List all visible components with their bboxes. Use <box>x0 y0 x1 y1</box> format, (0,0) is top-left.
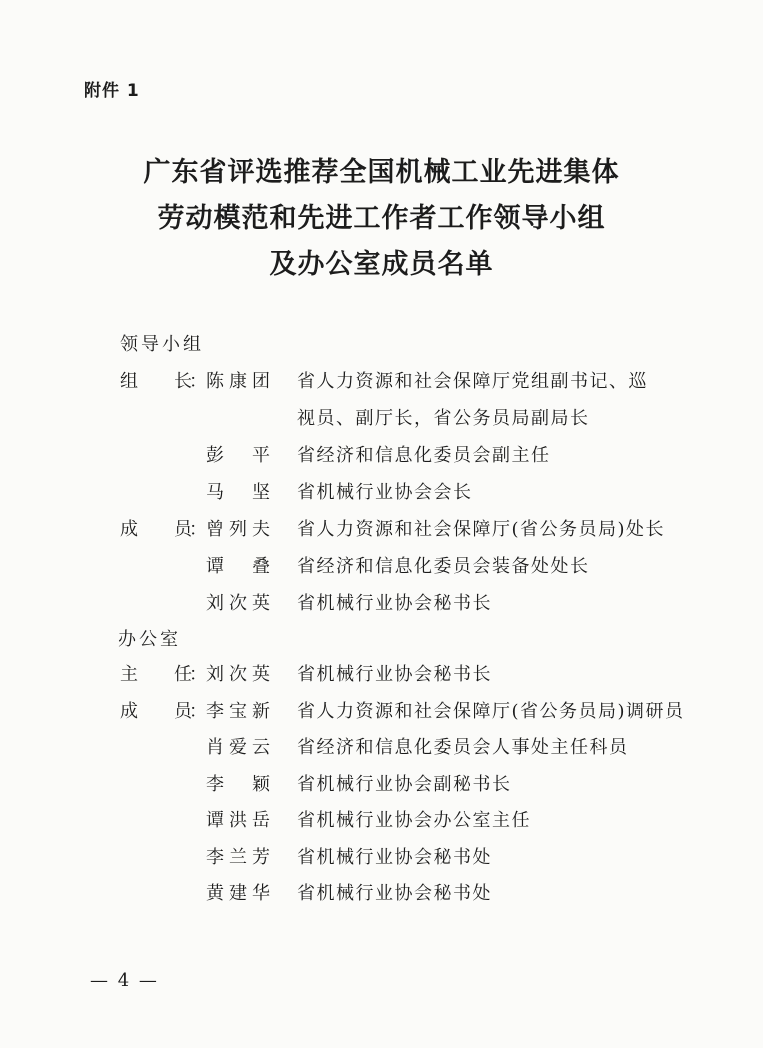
member-position: 省经济和信息化委员会人事处主任科员 <box>297 737 629 758</box>
member-name: 肖爱云 <box>206 737 270 758</box>
member-row <box>0 550 763 584</box>
title-line-1: 广东省评选推荐全国机械工业先进集体 <box>143 157 620 188</box>
member-name: 谭叠 <box>206 556 270 577</box>
member-position: 省机械行业协会会长 <box>297 482 473 503</box>
role-colon: ： <box>189 371 207 392</box>
member-name: 李兰芳 <box>206 846 270 868</box>
member-position: 省经济和信息化委员会副主任 <box>297 445 551 466</box>
member-row <box>0 731 763 765</box>
member-name: 刘次英 <box>206 593 270 614</box>
role-colon: ： <box>189 519 207 540</box>
title-line-2: 劳动模范和先进工作者工作领导小组 <box>157 203 606 234</box>
member-role: 主任 <box>120 664 192 685</box>
member-role: 成员 <box>120 700 192 722</box>
member-name: 曾列夫 <box>206 519 270 540</box>
member-name: 刘次英 <box>206 664 270 685</box>
member-row <box>0 513 763 547</box>
member-name: 陈康团 <box>206 371 270 392</box>
member-row <box>0 658 763 692</box>
leading-group-heading: 领导小组 <box>120 334 204 355</box>
member-row <box>0 877 763 911</box>
member-position: 省机械行业协会副秘书长 <box>297 773 512 795</box>
member-position: 省机械行业协会秘书长 <box>297 664 492 685</box>
member-name: 彭平 <box>206 445 270 466</box>
attachment-label: 附件 1 <box>84 81 140 101</box>
member-position: 省机械行业协会办公室主任 <box>297 810 531 831</box>
member-position: 视员、副厅长，省公务员局副局长 <box>297 408 590 429</box>
member-position: 省机械行业协会秘书处 <box>297 846 492 868</box>
member-role: 成员 <box>120 519 192 540</box>
page-number: — 4 — <box>90 970 159 991</box>
member-name: 黄建华 <box>206 883 270 904</box>
member-row <box>0 402 763 436</box>
office-heading: 办公室 <box>118 629 181 650</box>
member-position: 省人力资源和社会保障厅(省公务员局)处长 <box>297 519 666 540</box>
member-row <box>0 768 763 802</box>
member-position: 省人力资源和社会保障厅(省公务员局)调研员 <box>297 700 685 722</box>
role-colon: ： <box>189 664 207 685</box>
document-title <box>0 150 763 288</box>
member-row <box>0 476 763 510</box>
member-name: 马坚 <box>206 482 270 503</box>
member-name: 谭洪岳 <box>206 810 270 831</box>
member-name: 李宝新 <box>206 700 270 722</box>
member-row <box>0 365 763 399</box>
member-row <box>0 439 763 473</box>
member-role: 组长 <box>120 371 192 392</box>
member-row <box>0 587 763 621</box>
role-colon: ： <box>189 700 207 722</box>
member-position: 省人力资源和社会保障厅党组副书记、巡 <box>297 371 648 392</box>
member-position: 省机械行业协会秘书长 <box>297 593 492 614</box>
member-row <box>0 804 763 838</box>
member-position: 省机械行业协会秘书处 <box>297 883 492 904</box>
member-row <box>0 695 763 729</box>
member-name: 李颖 <box>206 773 270 795</box>
member-row <box>0 841 763 875</box>
title-line-3: 及办公室成员名单 <box>269 249 494 280</box>
member-position: 省经济和信息化委员会装备处处长 <box>297 556 590 577</box>
